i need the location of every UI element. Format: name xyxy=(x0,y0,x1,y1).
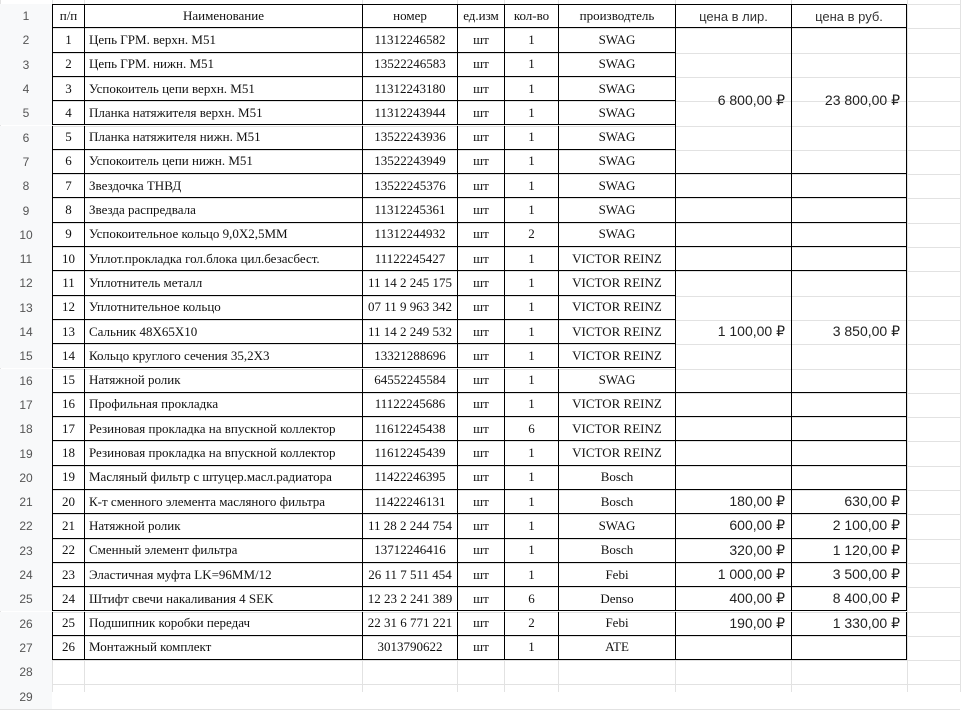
cell-number[interactable]: 22 31 6 771 221 xyxy=(362,612,457,636)
cell-name[interactable]: Успокоитель цепи верхн. М51 xyxy=(84,77,362,101)
cell-unit[interactable]: шт xyxy=(457,271,504,295)
cell-pp[interactable]: 12 xyxy=(52,296,84,320)
cell-name[interactable]: Звезда распредвала xyxy=(84,198,362,222)
cell-maker[interactable]: Bosch xyxy=(558,466,675,490)
cell-pp[interactable]: 10 xyxy=(52,247,84,271)
cell-name[interactable]: Сальник 48X65X10 xyxy=(84,320,362,344)
cell-maker[interactable]: Febi xyxy=(558,612,675,636)
cell-pp[interactable]: 15 xyxy=(52,369,84,393)
cell-name[interactable]: Штифт свечи накаливания 4 SEK xyxy=(84,587,362,611)
header-number[interactable]: номер xyxy=(362,4,457,28)
cell-unit[interactable]: шт xyxy=(457,393,504,417)
cell-price-rub[interactable]: 2 100,00 ₽ xyxy=(791,514,907,538)
cell-number[interactable]: 13522243949 xyxy=(362,150,457,174)
cell-pp[interactable]: 14 xyxy=(52,344,84,368)
cell-number[interactable]: 12 23 2 241 389 xyxy=(362,587,457,611)
cell-pp[interactable]: 8 xyxy=(52,198,84,222)
cell-unit[interactable]: шт xyxy=(457,417,504,441)
cell-maker[interactable]: VICTOR REINZ xyxy=(558,247,675,271)
cell-unit[interactable]: шт xyxy=(457,126,504,150)
cell-unit[interactable]: шт xyxy=(457,587,504,611)
cell-name[interactable]: Натяжной ролик xyxy=(84,514,362,538)
cell-pp[interactable]: 20 xyxy=(52,490,84,514)
row-header: 12 xyxy=(0,271,52,295)
cell-unit[interactable]: шт xyxy=(457,223,504,247)
cell-name[interactable]: Эластичная муфта LK=96MM/12 xyxy=(84,563,362,587)
cell-number[interactable]: 11312243944 xyxy=(362,101,457,125)
row-header: 27 xyxy=(0,636,52,660)
cell-qty[interactable]: 1 xyxy=(504,150,558,174)
cell-maker[interactable]: SWAG xyxy=(558,514,675,538)
cell-qty[interactable]: 1 xyxy=(504,77,558,101)
cell-unit[interactable]: шт xyxy=(457,28,504,52)
cell-unit[interactable]: шт xyxy=(457,539,504,563)
cell-maker[interactable]: Bosch xyxy=(558,490,675,514)
row-header: 6 xyxy=(0,126,52,150)
cell-name[interactable]: Монтажный комплект xyxy=(84,636,362,660)
cell-pp[interactable]: 25 xyxy=(52,612,84,636)
cell-unit[interactable]: шт xyxy=(457,296,504,320)
row-header: 15 xyxy=(0,344,52,368)
row-header: 23 xyxy=(0,539,52,563)
cell-name[interactable]: Уплот.прокладка гол.блока цил.безасбест. xyxy=(84,247,362,271)
cell-qty[interactable]: 6 xyxy=(504,417,558,441)
cell-number[interactable]: 13522245376 xyxy=(362,174,457,198)
cell-qty[interactable]: 1 xyxy=(504,53,558,77)
cell-unit[interactable]: шт xyxy=(457,53,504,77)
cell-price-lir[interactable]: 400,00 ₽ xyxy=(675,587,791,611)
cell-name[interactable]: Подшипник коробки передач xyxy=(84,612,362,636)
cell-qty[interactable]: 1 xyxy=(504,539,558,563)
cell-name[interactable]: Сменный элемент фильтра xyxy=(84,539,362,563)
cell-name[interactable]: Уплотнительное кольцо xyxy=(84,296,362,320)
cell-price-lir[interactable] xyxy=(675,417,791,441)
cell-price-lir[interactable] xyxy=(675,174,791,198)
cell-maker[interactable]: Bosch xyxy=(558,539,675,563)
cell-name[interactable]: Уплотнитель металл xyxy=(84,271,362,295)
row-header: 29 xyxy=(0,684,52,708)
row-header: 1 xyxy=(0,4,52,28)
cell-unit[interactable]: шт xyxy=(457,563,504,587)
row-header: 19 xyxy=(0,441,52,465)
cell-qty[interactable]: 1 xyxy=(504,344,558,368)
cell-price-rub[interactable] xyxy=(791,393,907,417)
cell-name[interactable]: Резиновая прокладка на впускной коллектор xyxy=(84,441,362,465)
cell-name[interactable]: Цепь ГРМ. верхн. М51 xyxy=(84,28,362,52)
cell-number[interactable]: 11 14 2 245 175 xyxy=(362,271,457,295)
cell-price-rub-merged[interactable]: 3 850,00 ₽ xyxy=(791,271,907,393)
cell-maker[interactable]: VICTOR REINZ xyxy=(558,271,675,295)
cell-maker[interactable]: VICTOR REINZ xyxy=(558,296,675,320)
cell-name[interactable]: Масляный фильтр с штуцер.масл.радиатора xyxy=(84,466,362,490)
cell-unit[interactable]: шт xyxy=(457,344,504,368)
cell-number[interactable]: 11422246395 xyxy=(362,466,457,490)
row-header: 9 xyxy=(0,198,52,222)
cell-unit[interactable]: шт xyxy=(457,101,504,125)
cell-qty[interactable]: 1 xyxy=(504,174,558,198)
cell-qty[interactable]: 6 xyxy=(504,587,558,611)
cell-name[interactable]: Профильная прокладка xyxy=(84,393,362,417)
cell-number[interactable]: 11312246582 xyxy=(362,28,457,52)
cell-maker[interactable]: SWAG xyxy=(558,174,675,198)
cell-name[interactable]: Цепь ГРМ. нижн. М51 xyxy=(84,53,362,77)
cell-pp[interactable]: 16 xyxy=(52,393,84,417)
row-header: 7 xyxy=(0,150,52,174)
cell-pp[interactable]: 26 xyxy=(52,636,84,660)
grid-line xyxy=(0,684,960,685)
cell-price-lir[interactable] xyxy=(675,223,791,247)
cell-unit[interactable]: шт xyxy=(457,514,504,538)
cell-number[interactable]: 11612245438 xyxy=(362,417,457,441)
cell-price-lir[interactable] xyxy=(675,247,791,271)
cell-maker[interactable]: ATE xyxy=(558,636,675,660)
cell-pp[interactable]: 1 xyxy=(52,28,84,52)
row-header: 11 xyxy=(0,247,52,271)
cell-number[interactable]: 11312245361 xyxy=(362,198,457,222)
cell-unit[interactable]: шт xyxy=(457,198,504,222)
cell-number[interactable]: 11422246131 xyxy=(362,490,457,514)
cell-pp[interactable]: 11 xyxy=(52,271,84,295)
cell-qty[interactable]: 2 xyxy=(504,612,558,636)
cell-pp[interactable]: 6 xyxy=(52,150,84,174)
row-header: 13 xyxy=(0,296,52,320)
cell-price-lir[interactable] xyxy=(675,198,791,222)
cell-number[interactable]: 11312244932 xyxy=(362,223,457,247)
cell-qty[interactable]: 2 xyxy=(504,223,558,247)
cell-number[interactable]: 13522243936 xyxy=(362,126,457,150)
cell-price-rub[interactable]: 1 120,00 ₽ xyxy=(791,539,907,563)
cell-pp[interactable]: 22 xyxy=(52,539,84,563)
cell-price-rub[interactable] xyxy=(791,466,907,490)
row-header: 25 xyxy=(0,587,52,611)
cell-price-lir[interactable] xyxy=(675,466,791,490)
cell-maker[interactable]: VICTOR REINZ xyxy=(558,320,675,344)
cell-qty[interactable]: 1 xyxy=(504,466,558,490)
cell-number[interactable]: 07 11 9 963 342 xyxy=(362,296,457,320)
cell-price-rub[interactable] xyxy=(791,223,907,247)
cell-number[interactable]: 11612245439 xyxy=(362,441,457,465)
cell-maker[interactable]: Denso xyxy=(558,587,675,611)
cell-price-rub[interactable] xyxy=(791,198,907,222)
cell-price-rub[interactable] xyxy=(791,174,907,198)
cell-maker[interactable]: VICTOR REINZ xyxy=(558,417,675,441)
cell-unit[interactable]: шт xyxy=(457,612,504,636)
cell-qty[interactable]: 1 xyxy=(504,320,558,344)
row-header: 8 xyxy=(0,174,52,198)
cell-number[interactable]: 13712246416 xyxy=(362,539,457,563)
cell-qty[interactable]: 1 xyxy=(504,393,558,417)
row-header: 26 xyxy=(0,612,52,636)
row-header: 4 xyxy=(0,77,52,101)
cell-qty[interactable]: 1 xyxy=(504,126,558,150)
cell-number[interactable]: 11122245427 xyxy=(362,247,457,271)
cell-pp[interactable]: 13 xyxy=(52,320,84,344)
cell-pp[interactable]: 19 xyxy=(52,466,84,490)
header-name[interactable]: Наименование xyxy=(84,4,362,28)
cell-price-lir[interactable]: 190,00 ₽ xyxy=(675,612,791,636)
row-header: 21 xyxy=(0,490,52,514)
cell-pp[interactable]: 2 xyxy=(52,53,84,77)
cell-maker[interactable]: SWAG xyxy=(558,77,675,101)
cell-unit[interactable]: шт xyxy=(457,150,504,174)
cell-pp[interactable]: 9 xyxy=(52,223,84,247)
cell-number[interactable]: 26 11 7 511 454 xyxy=(362,563,457,587)
cell-price-rub[interactable]: 1 330,00 ₽ xyxy=(791,612,907,636)
cell-qty[interactable]: 1 xyxy=(504,271,558,295)
cell-pp[interactable]: 18 xyxy=(52,441,84,465)
row-header: 22 xyxy=(0,514,52,538)
cell-number[interactable]: 11122245686 xyxy=(362,393,457,417)
row-header: 17 xyxy=(0,393,52,417)
cell-maker[interactable]: VICTOR REINZ xyxy=(558,344,675,368)
cell-price-rub[interactable] xyxy=(791,441,907,465)
cell-qty[interactable]: 1 xyxy=(504,28,558,52)
cell-qty[interactable]: 1 xyxy=(504,563,558,587)
cell-price-lir[interactable] xyxy=(675,393,791,417)
row-header: 24 xyxy=(0,563,52,587)
row-header: 14 xyxy=(0,320,52,344)
cell-maker[interactable]: SWAG xyxy=(558,150,675,174)
cell-maker[interactable]: SWAG xyxy=(558,369,675,393)
cell-qty[interactable]: 1 xyxy=(504,198,558,222)
cell-pp[interactable]: 3 xyxy=(52,77,84,101)
cell-maker[interactable]: SWAG xyxy=(558,198,675,222)
cell-maker[interactable]: SWAG xyxy=(558,223,675,247)
cell-price-rub[interactable] xyxy=(791,247,907,271)
cell-unit[interactable]: шт xyxy=(457,77,504,101)
cell-maker[interactable]: SWAG xyxy=(558,28,675,52)
cell-price-lir[interactable]: 1 000,00 ₽ xyxy=(675,563,791,587)
cell-name[interactable]: Успокоитель цепи нижн. М51 xyxy=(84,150,362,174)
cell-price-rub[interactable]: 8 400,00 ₽ xyxy=(791,587,907,611)
cell-number[interactable]: 11 14 2 249 532 xyxy=(362,320,457,344)
header-maker[interactable]: производтель xyxy=(558,4,675,28)
grid-line xyxy=(907,0,908,692)
cell-number[interactable]: 3013790622 xyxy=(362,636,457,660)
cell-unit[interactable]: шт xyxy=(457,466,504,490)
cell-price-rub[interactable] xyxy=(791,636,907,660)
cell-price-lir-merged[interactable]: 1 100,00 ₽ xyxy=(675,271,791,393)
cell-maker[interactable]: VICTOR REINZ xyxy=(558,393,675,417)
cell-maker[interactable]: SWAG xyxy=(558,53,675,77)
cell-number[interactable]: 64552245584 xyxy=(362,369,457,393)
cell-qty[interactable]: 1 xyxy=(504,514,558,538)
cell-unit[interactable]: шт xyxy=(457,174,504,198)
cell-qty[interactable]: 1 xyxy=(504,296,558,320)
cell-qty[interactable]: 1 xyxy=(504,247,558,271)
cell-unit[interactable]: шт xyxy=(457,320,504,344)
header-qty[interactable]: кол-во xyxy=(504,4,558,28)
cell-unit[interactable]: шт xyxy=(457,441,504,465)
cell-maker[interactable]: SWAG xyxy=(558,126,675,150)
cell-pp[interactable]: 21 xyxy=(52,514,84,538)
row-header: 5 xyxy=(0,101,52,125)
cell-price-lir[interactable] xyxy=(675,441,791,465)
row-header: 10 xyxy=(0,223,52,247)
cell-price-rub[interactable]: 3 500,00 ₽ xyxy=(791,563,907,587)
cell-price-rub[interactable]: 630,00 ₽ xyxy=(791,490,907,514)
cell-pp[interactable]: 23 xyxy=(52,563,84,587)
cell-pp[interactable]: 4 xyxy=(52,101,84,125)
cell-number[interactable]: 11 28 2 244 754 xyxy=(362,514,457,538)
cell-pp[interactable]: 17 xyxy=(52,417,84,441)
cell-unit[interactable]: шт xyxy=(457,636,504,660)
cell-price-lir[interactable] xyxy=(675,636,791,660)
cell-unit[interactable]: шт xyxy=(457,369,504,393)
row-header: 3 xyxy=(0,53,52,77)
row-header: 16 xyxy=(0,369,52,393)
cell-name[interactable]: Планка натяжителя нижн. М51 xyxy=(84,126,362,150)
row-header: 18 xyxy=(0,417,52,441)
header-pp[interactable]: п/п xyxy=(52,4,84,28)
cell-pp[interactable]: 7 xyxy=(52,174,84,198)
cell-qty[interactable]: 1 xyxy=(504,101,558,125)
cell-price-rub-merged[interactable]: 23 800,00 ₽ xyxy=(791,28,907,174)
row-header: 2 xyxy=(0,28,52,52)
cell-name[interactable]: Натяжной ролик xyxy=(84,369,362,393)
cell-name[interactable]: Успокоительное кольцо 9,0X2,5MM xyxy=(84,223,362,247)
header-unit[interactable]: ед.изм xyxy=(457,4,504,28)
cell-qty[interactable]: 1 xyxy=(504,441,558,465)
cell-name[interactable]: Планка натяжителя верхн. М51 xyxy=(84,101,362,125)
cell-pp[interactable]: 24 xyxy=(52,587,84,611)
row-header: 28 xyxy=(0,660,52,684)
grid-line xyxy=(0,660,960,661)
cell-maker[interactable]: VICTOR REINZ xyxy=(558,441,675,465)
cell-pp[interactable]: 5 xyxy=(52,126,84,150)
cell-price-lir[interactable]: 600,00 ₽ xyxy=(675,514,791,538)
cell-name[interactable]: Кольцо круглого сечения 35,2X3 xyxy=(84,344,362,368)
cell-number[interactable]: 13522246583 xyxy=(362,53,457,77)
cell-price-rub[interactable] xyxy=(791,417,907,441)
cell-name[interactable]: К-т сменного элемента масляного фильтра xyxy=(84,490,362,514)
cell-qty[interactable]: 1 xyxy=(504,369,558,393)
cell-number[interactable]: 13321288696 xyxy=(362,344,457,368)
cell-name[interactable]: Звездочка ТНВД xyxy=(84,174,362,198)
cell-name[interactable]: Резиновая прокладка на впускной коллектор xyxy=(84,417,362,441)
cell-price-lir[interactable]: 180,00 ₽ xyxy=(675,490,791,514)
header-price_rub[interactable]: цена в руб. xyxy=(791,4,907,28)
row-header: 20 xyxy=(0,466,52,490)
cell-unit[interactable]: шт xyxy=(457,247,504,271)
cell-price-lir-merged[interactable]: 6 800,00 ₽ xyxy=(675,28,791,174)
header-price_lir[interactable]: цена в лир. xyxy=(675,4,791,28)
cell-price-lir[interactable]: 320,00 ₽ xyxy=(675,539,791,563)
cell-unit[interactable]: шт xyxy=(457,490,504,514)
cell-qty[interactable]: 1 xyxy=(504,490,558,514)
cell-qty[interactable]: 1 xyxy=(504,636,558,660)
cell-number[interactable]: 11312243180 xyxy=(362,77,457,101)
cell-maker[interactable]: SWAG xyxy=(558,101,675,125)
cell-maker[interactable]: Febi xyxy=(558,563,675,587)
